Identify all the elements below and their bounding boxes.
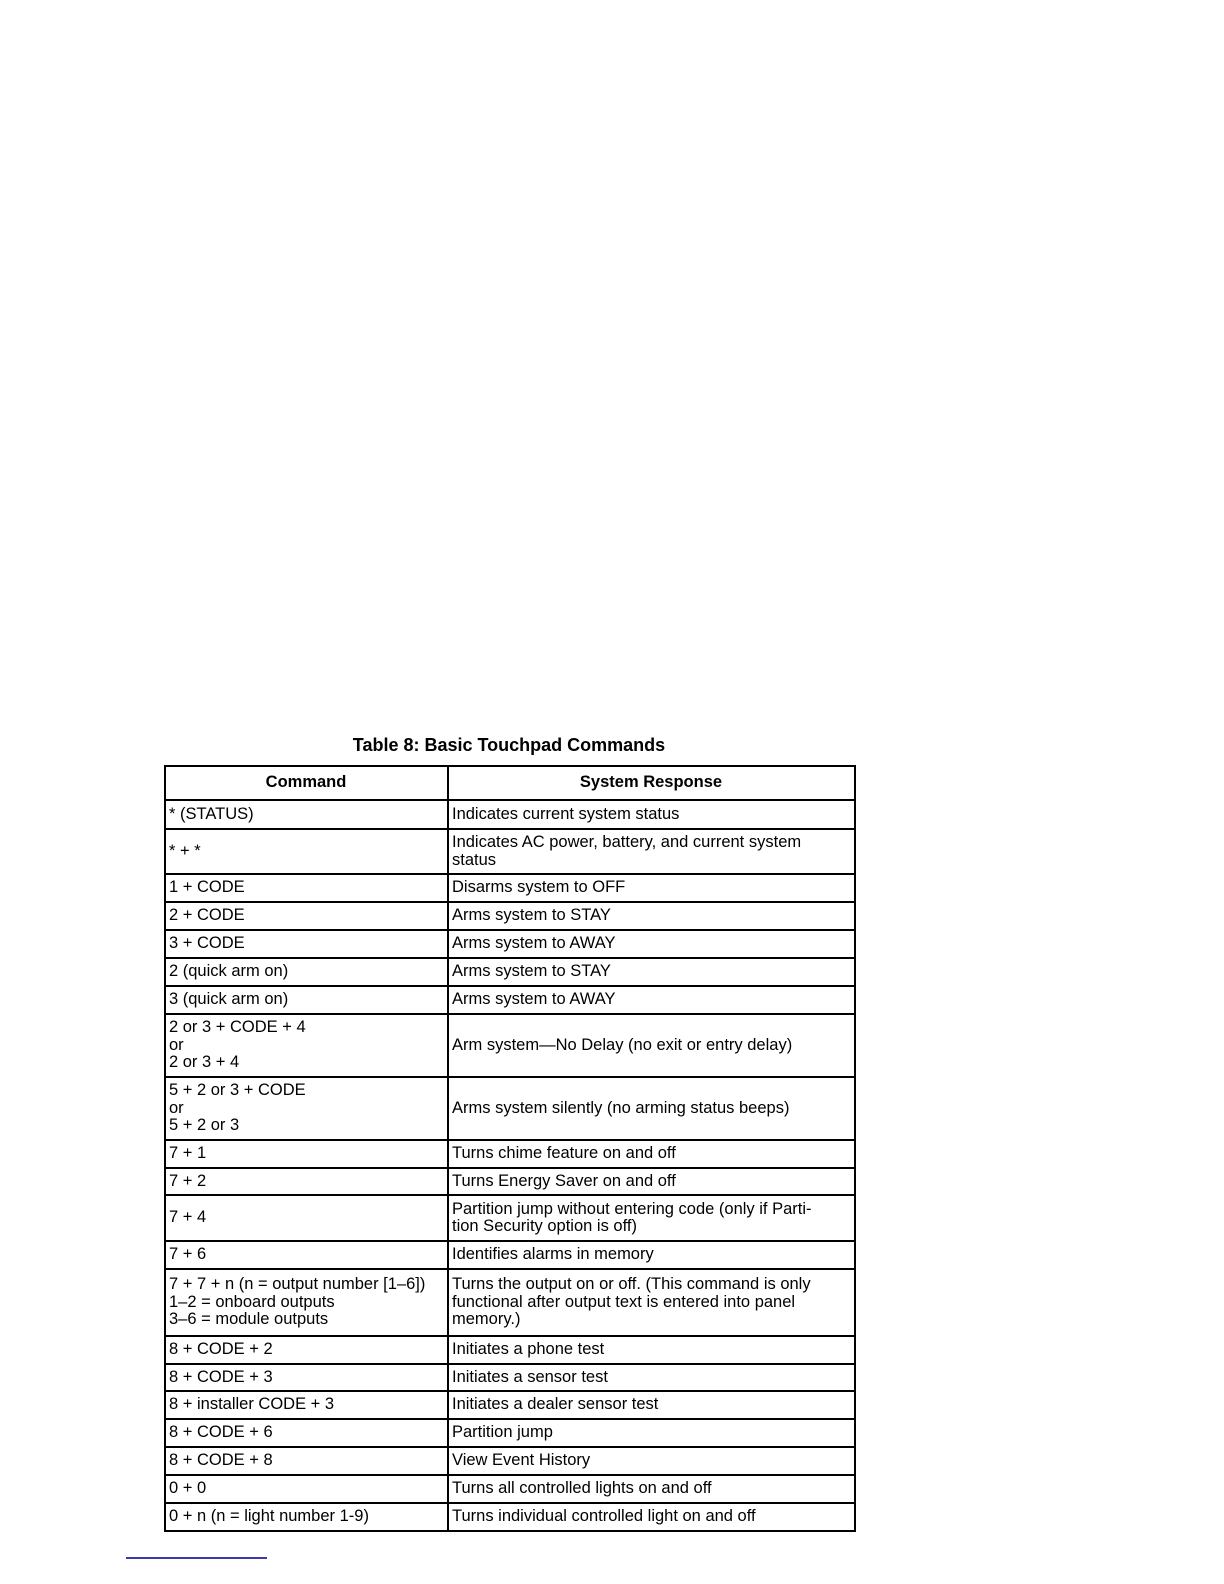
command-cell: 1 + CODE xyxy=(165,874,448,902)
table-row xyxy=(165,958,855,986)
table-row xyxy=(165,1503,855,1531)
table-row xyxy=(165,1014,855,1077)
command-cell: 7 + 4 xyxy=(165,1195,448,1241)
response-cell: Initiates a phone test xyxy=(448,1336,855,1364)
column-header-command: Command xyxy=(165,766,448,800)
response-cell: Partition jump without entering code (only if Parti- tion Security option is off) xyxy=(448,1195,855,1241)
command-cell: 8 + CODE + 3 xyxy=(165,1364,448,1391)
column-header-system-response: System Response xyxy=(448,766,855,800)
footnote-divider xyxy=(126,1557,267,1559)
command-cell: 0 + n (n = light number 1-9) xyxy=(165,1503,448,1531)
response-cell: Identifies alarms in memory xyxy=(448,1241,855,1269)
command-cell: 7 + 1 xyxy=(165,1140,448,1168)
command-cell: 8 + CODE + 2 xyxy=(165,1336,448,1364)
table-row xyxy=(165,874,855,902)
table-row xyxy=(165,1336,855,1364)
response-cell: Turns Energy Saver on and off xyxy=(448,1168,855,1195)
table-row xyxy=(165,800,855,829)
command-cell: 7 + 7 + n (n = output number [1–6]) 1–2 = onboard outputs 3–6 = module outputs xyxy=(165,1269,448,1336)
table-row xyxy=(165,1140,855,1168)
command-cell: 7 + 2 xyxy=(165,1168,448,1195)
table-row xyxy=(165,1391,855,1419)
response-cell: Turns the output on or off. (This command is only functional after output text is entered into panel memory.) xyxy=(448,1269,855,1336)
response-cell: Indicates AC power, battery, and current system status xyxy=(448,829,855,874)
response-cell: Turns all controlled lights on and off xyxy=(448,1475,855,1503)
table-row xyxy=(165,1241,855,1269)
table-row xyxy=(165,1195,855,1241)
command-cell: 3 (quick arm on) xyxy=(165,986,448,1014)
response-cell: Arms system silently (no arming status beeps) xyxy=(448,1077,855,1140)
table-row xyxy=(165,1475,855,1503)
response-cell: Indicates current system status xyxy=(448,800,855,829)
response-cell: Disarms system to OFF xyxy=(448,874,855,902)
response-cell: Partition jump xyxy=(448,1419,855,1447)
response-cell: Arms system to AWAY xyxy=(448,930,855,958)
command-cell: 8 + CODE + 8 xyxy=(165,1447,448,1475)
response-cell: Arm system—No Delay (no exit or entry delay) xyxy=(448,1014,855,1077)
command-cell: 0 + 0 xyxy=(165,1475,448,1503)
table-row xyxy=(165,930,855,958)
table-row xyxy=(165,1168,855,1195)
command-cell: 2 + CODE xyxy=(165,902,448,930)
table-header-row xyxy=(165,766,855,800)
command-cell: 7 + 6 xyxy=(165,1241,448,1269)
response-cell: Arms system to STAY xyxy=(448,958,855,986)
table-row xyxy=(165,1077,855,1140)
table-row xyxy=(165,1364,855,1391)
touchpad-commands-table xyxy=(164,765,856,1532)
response-cell: Arms system to STAY xyxy=(448,902,855,930)
command-cell: 8 + installer CODE + 3 xyxy=(165,1391,448,1419)
table-row xyxy=(165,1269,855,1336)
command-cell: 8 + CODE + 6 xyxy=(165,1419,448,1447)
table-row xyxy=(165,1419,855,1447)
command-cell: 2 (quick arm on) xyxy=(165,958,448,986)
command-cell: * + * xyxy=(165,829,448,874)
table-row xyxy=(165,986,855,1014)
response-cell: Arms system to AWAY xyxy=(448,986,855,1014)
command-cell: 2 or 3 + CODE + 4 or 2 or 3 + 4 xyxy=(165,1014,448,1077)
command-cell: 3 + CODE xyxy=(165,930,448,958)
table-row xyxy=(165,1447,855,1475)
command-cell: * (STATUS) xyxy=(165,800,448,829)
response-cell: Turns individual controlled light on and off xyxy=(448,1503,855,1531)
response-cell: View Event History xyxy=(448,1447,855,1475)
response-cell: Initiates a dealer sensor test xyxy=(448,1391,855,1419)
table-row xyxy=(165,829,855,874)
response-cell: Turns chime feature on and off xyxy=(448,1140,855,1168)
response-cell: Initiates a sensor test xyxy=(448,1364,855,1391)
table-row xyxy=(165,902,855,930)
command-cell: 5 + 2 or 3 + CODE or 5 + 2 or 3 xyxy=(165,1077,448,1140)
table-caption: Table 8: Basic Touchpad Commands xyxy=(352,735,666,755)
